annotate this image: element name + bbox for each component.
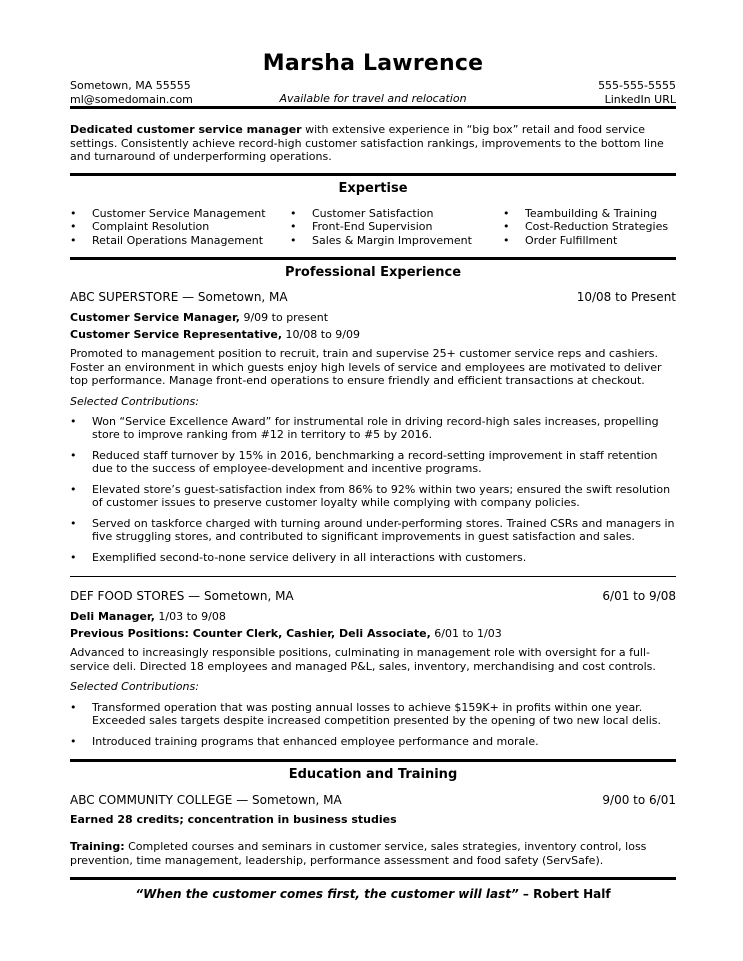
contribution-item: • Served on taskforce charged with turning around under-performing stores. Trained CSRs and managers in five struggling stores, and contributed to significant improvements in guest satisfaction and sales.	[70, 517, 675, 544]
expertise-item: • Retail Operations Management	[70, 234, 266, 247]
section-divider	[70, 173, 676, 176]
contribution-item: • Transformed operation that was posting annual losses to achieve $159K+ in profits within one year. Exceeded sales targets despite increased competition presented by the opening of two new local delis.	[70, 701, 662, 728]
expertise-item: • Order Fulfillment	[503, 234, 668, 247]
contact-right	[598, 79, 676, 106]
closing-quote	[70, 887, 676, 901]
role-line	[70, 311, 676, 325]
training-label: Training:	[70, 840, 125, 853]
city-line: Sometown, MA 55555	[70, 79, 191, 92]
expertise-item: • Front-End Supervision	[290, 220, 472, 233]
contributions-label: Selected Contributions:	[70, 395, 199, 408]
job-header	[70, 290, 676, 304]
school-dates: 9/00 to 6/01	[602, 793, 676, 807]
employer: DEF FOOD STORES — Sometown, MA	[70, 589, 294, 603]
job-dates: 6/01 to 9/08	[602, 589, 676, 603]
summary-lead: Dedicated customer service manager	[70, 123, 302, 136]
expertise-item: • Customer Service Management	[70, 207, 266, 220]
bullet-icon: •	[70, 415, 77, 428]
expertise-item: • Cost-Reduction Strategies	[503, 220, 668, 233]
job-description: Advanced to increasingly responsible positions, culminating in management role with oversight for a full-service deli. Directed 18 employees and managed P&L, sales, inventory, merchandising and cost controls.	[70, 646, 656, 673]
footer-divider	[70, 877, 676, 880]
expertise-item: • Teambuilding & Training	[503, 207, 668, 220]
role-line	[70, 610, 676, 624]
expertise-item: • Customer Satisfaction	[290, 207, 472, 220]
role-title: Customer Service Manager,	[70, 311, 240, 324]
linkedin-line: LinkedIn URL	[604, 92, 676, 106]
training-line	[70, 840, 676, 867]
contribution-item: • Reduced staff turnover by 15% in 2016, benchmarking a record-setting improvement in staff retention due to the success of employee-development and incentive programs.	[70, 449, 658, 476]
job-header	[70, 589, 676, 603]
bullet-icon: •	[70, 449, 77, 462]
job-divider	[70, 576, 676, 577]
experience-title: Professional Experience	[284, 265, 462, 280]
role-dates: 1/03 to 9/08	[154, 610, 226, 623]
email-line: ml@somedomain.com	[70, 92, 193, 106]
bullet-icon: •	[70, 483, 77, 496]
role-title: Deli Manager,	[70, 610, 155, 623]
role-line	[70, 627, 676, 641]
contribution-item: • Exemplified second-to-none service delivery in all interactions with customers.	[70, 551, 527, 564]
role-title: Customer Service Representative,	[70, 328, 283, 341]
bullet-icon: •	[70, 517, 77, 530]
expertise-item: • Sales & Margin Improvement	[290, 234, 472, 247]
training-text: Completed courses and seminars in customer service, sales strategies, inventory control, loss prevention, time management, leadership, performance assessment and food safety (ServSafe).	[70, 840, 647, 867]
education-title: Education and Training	[288, 767, 458, 782]
role-dates: 10/08 to 9/09	[282, 328, 360, 341]
section-divider	[70, 257, 676, 260]
candidate-name: Marsha Lawrence	[262, 51, 484, 76]
expertise-column	[290, 207, 472, 247]
summary	[70, 123, 676, 164]
credits-line: Earned 28 credits; concentration in business studies	[70, 813, 397, 826]
expertise-column	[70, 207, 266, 247]
phone-line: 555-555-5555	[598, 79, 676, 92]
expertise-item: • Complaint Resolution	[70, 220, 266, 233]
bullet-icon: •	[70, 551, 77, 564]
role-dates: 6/01 to 1/03	[430, 627, 502, 640]
role-line	[70, 328, 676, 342]
expertise-column	[503, 207, 668, 247]
bullet-icon: •	[70, 701, 77, 714]
contributions-label: Selected Contributions:	[70, 680, 199, 693]
header-divider	[70, 106, 676, 109]
tagline: Available for travel and relocation	[279, 92, 467, 105]
job-dates: 10/08 to Present	[576, 290, 676, 304]
quote-text: “When the customer comes first, the customer will last”	[135, 887, 519, 901]
quote-author: – Robert Half	[518, 887, 611, 901]
role-title: Previous Positions: Counter Clerk, Cashier, Deli Associate,	[70, 627, 431, 640]
summary-text: with extensive experience in “big box” retail and food service settings. Consistently achieve record-high customer satisfaction rankings, improvements to the bottom line and turnaround of underperforming operations.	[70, 123, 664, 163]
role-dates: 9/09 to present	[239, 311, 329, 324]
contribution-item: • Won “Service Excellence Award” for instrumental role in driving record-high sales increases, propelling store to improve ranking from #12 in territory to #5 by 2016.	[70, 415, 659, 442]
contribution-item: • Introduced training programs that enhanced employee performance and morale.	[70, 735, 539, 748]
section-divider	[70, 759, 676, 762]
employer: ABC SUPERSTORE — Sometown, MA	[70, 290, 288, 304]
school-header	[70, 793, 676, 807]
contribution-item: • Elevated store’s guest-satisfaction index from 86% to 92% within two years; ensured the swift resolution of customer issues to preserve customer loyalty while complying with company policies.	[70, 483, 671, 510]
expertise-title: Expertise	[338, 181, 408, 196]
bullet-icon: •	[70, 735, 77, 748]
school: ABC COMMUNITY COLLEGE — Sometown, MA	[70, 793, 342, 807]
job-description: Promoted to management position to recruit, train and supervise 25+ customer service reps and cashiers. Foster an environment in which guests enjoy high levels of service and employees are motivated to deliver top performance. Manage front-end operations to ensure friendly and efficient transactions at checkout.	[70, 347, 662, 387]
